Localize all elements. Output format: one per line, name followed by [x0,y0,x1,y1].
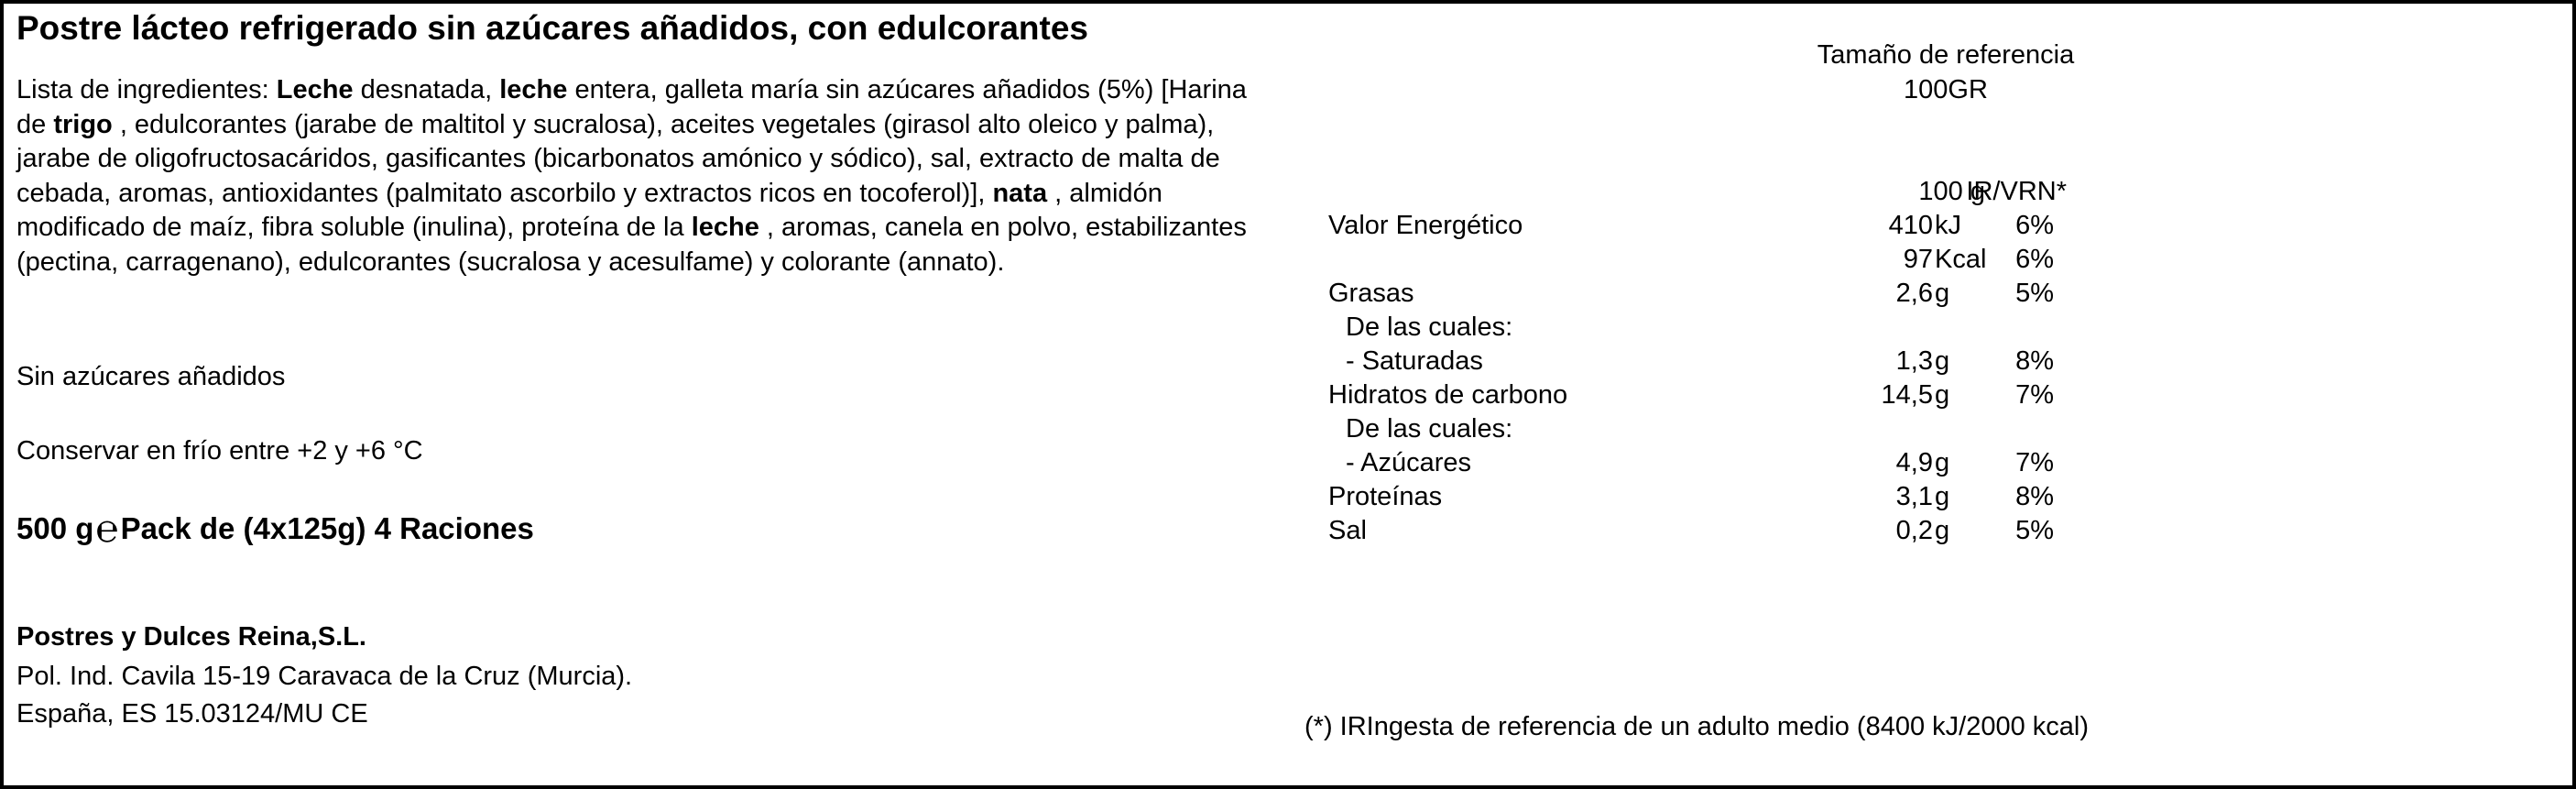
nutrient-name: Sal [1328,516,1367,545]
product-title: Postre lácteo refrigerado sin azúcares añadidos, con edulcorantes [16,9,1088,47]
company-name: Postres y Dulces Reina,S.L. [16,622,366,652]
no-sugar-claim: Sin azúcares añadidos [16,362,286,391]
nutrient-name: Proteínas [1328,482,1443,511]
nutrient-name: - Saturadas [1346,346,1483,376]
pack-description: Pack de (4x125g) 4 Raciones [120,511,534,545]
nutrient-unit: g [1935,380,1950,410]
nutrient-name: Hidratos de carbono [1328,380,1568,410]
nutrition-row-carbohydrates [1328,378,2153,412]
nutrition-row-of-which [1328,412,2153,446]
nutrient-unit: g [1935,516,1950,545]
ingredients-intro: Lista de ingredientes: [16,75,277,104]
net-quantity [16,509,534,549]
net-weight: 500 g [16,511,94,545]
nutrient-name: De las cuales: [1346,414,1513,444]
nutrient-unit: g [1935,448,1950,477]
ingredient-text: , edulcorantes (jarabe de maltitol y sucralosa), aceites vegetales (girasol alto oleico y palma), jarabe de oligofructosacáridos, gasificantes (bicarbonatos amónico y sódico), sal, extracto de malta de cebada, aromas, antioxidantes (palmitato ascorbilo y extractos ricos en tocoferol)], [16,109,1220,208]
company-address: Pol. Ind. Cavila 15-19 Caravaca de la Cruz (Murcia). [16,662,633,691]
company-country-registration: España, ES 15.03124/MU CE [16,699,368,729]
nutrient-name: - Azúcares [1346,448,1471,477]
nutrient-name: Grasas [1328,279,1414,308]
ingredient-text: , almidón modificado de maíz, fibra soluble (inulina), proteína de la [16,178,1162,242]
nutrition-row-energy-kcal [1328,243,2153,277]
nutrient-quantity: 4,9 [1895,448,1933,477]
nutrient-percentage: 8% [2015,346,2054,376]
header-quantity: 100 g [1918,177,1985,206]
nutrient-quantity: 0,2 [1895,516,1933,545]
estimated-sign-icon: ℮ [95,507,119,550]
nutrient-unit: g [1935,279,1950,308]
reference-intake-footnote: (*) IRIngesta de referencia de un adulto medio (8400 kJ/2000 kcal) [1304,712,2089,741]
nutrient-percentage: 7% [2015,448,2054,477]
nutrient-quantity: 97 [1903,245,1933,274]
ingredient-allergen: Leche [276,75,354,104]
ingredient-text: entera, galleta maría sin azúcares añadidos (5%) [Harina de [16,75,1247,139]
nutrient-percentage: 7% [2015,380,2054,410]
nutrition-row-sugars [1328,446,2153,480]
nutrient-percentage: 5% [2015,279,2054,308]
ingredient-allergen: leche [691,213,759,242]
nutrient-name: Valor Energético [1328,211,1523,240]
nutrient-percentage: 6% [2015,211,2054,240]
nutrient-percentage: 8% [2015,482,2054,511]
ingredient-allergen: leche [499,75,568,104]
nutrition-row-fat [1328,277,2153,311]
ingredient-text: desnatada, [353,75,500,104]
nutrition-row-protein [1328,480,2153,514]
nutrient-quantity: 410 [1888,211,1933,240]
nutrient-unit: kJ [1935,211,1961,240]
nutrient-quantity: 1,3 [1895,346,1933,376]
ingredient-text: , aromas, canela en polvo, estabilizantes (pectina, carragenano), edulcorantes (sucralosa y acesulfame) y colorante (annato). [16,213,1247,277]
nutrition-row-of-which [1328,311,2153,345]
header-percentage: IR/VRN* [1966,177,2067,206]
nutrient-name: De las cuales: [1346,312,1513,342]
nutrient-percentage: 5% [2015,516,2054,545]
nutrient-unit: Kcal [1935,245,1987,274]
nutrition-header-row [1328,175,2153,209]
reference-size-label: Tamaño de referencia [1817,40,2075,70]
nutrient-quantity: 2,6 [1895,279,1933,308]
nutrition-row-energy-kj [1328,209,2153,243]
nutrient-quantity: 14,5 [1881,380,1933,410]
ingredient-allergen: trigo [53,109,113,139]
ingredient-allergen: nata [992,178,1048,208]
nutrient-unit: g [1935,346,1950,376]
nutrient-percentage: 6% [2015,245,2054,274]
nutrition-row-salt [1328,514,2153,548]
ingredients-list [16,73,1272,279]
storage-instructions: Conservar en frío entre +2 y +6 °C [16,436,423,466]
nutrition-row-saturates [1328,345,2153,378]
nutrient-unit: g [1935,482,1950,511]
reference-size-value: 100GR [1904,75,1988,104]
nutrient-quantity: 3,1 [1895,482,1933,511]
